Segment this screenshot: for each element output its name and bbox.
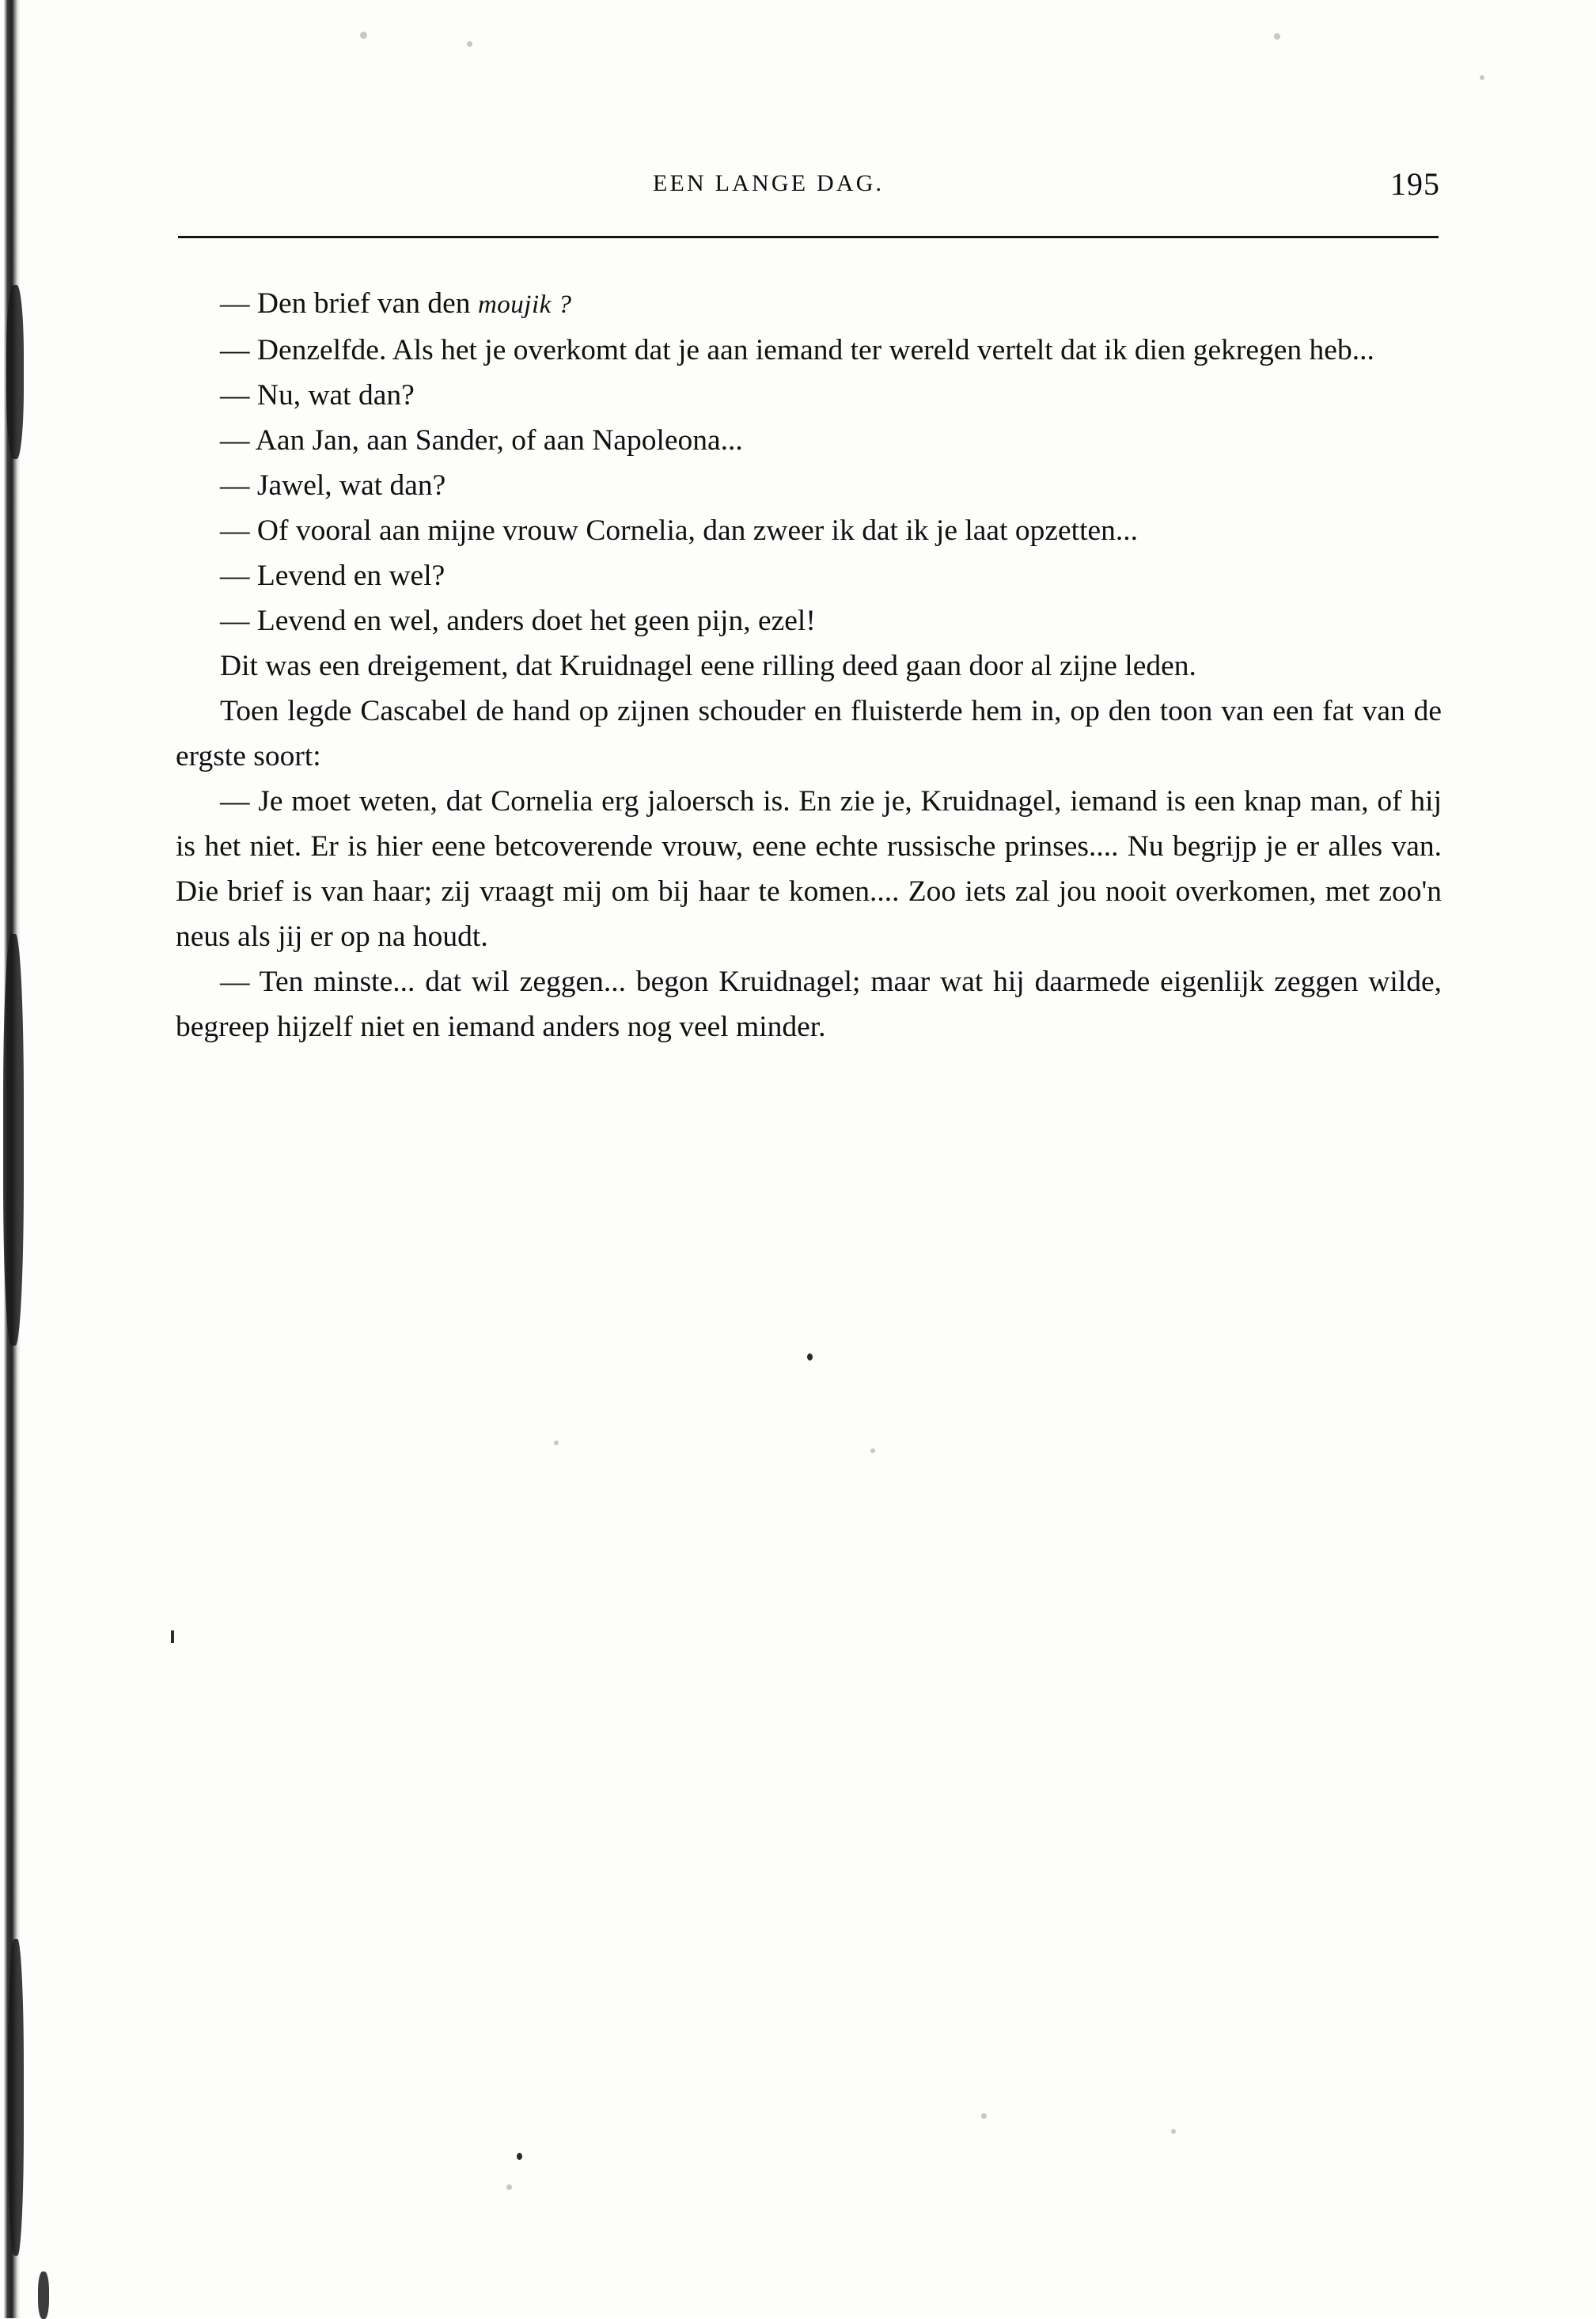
paragraph-dialogue: — Ten minste... dat wil zeggen... begon Kruidnagel; maar wat hij daarmede eigenlijk zeggen wilde, begreep hijzelf niet en iemand anders nog veel minder. xyxy=(176,966,1442,1043)
paragraph-narrative: Toen legde Cascabel de hand op zijnen schouder en fluisterde hem in, op den toon van een fat van de ergste soort: xyxy=(176,695,1442,772)
paragraph-dialogue: — Aan Jan, aan Sander, of aan Napoleona... xyxy=(220,424,743,457)
body-text xyxy=(176,281,1442,1049)
running-head: EEN LANGE DAG. xyxy=(653,170,885,196)
stray-ink-mark xyxy=(171,1630,174,1643)
paragraph-dialogue: — Nu, wat dan? xyxy=(220,379,415,412)
paragraph-dialogue xyxy=(176,281,1442,328)
paragraph-dialogue: — Levend en wel, anders doet het geen pijn, ezel! xyxy=(220,605,816,637)
paragraph-dialogue: — Levend en wel? xyxy=(220,560,445,592)
stray-ink-mark xyxy=(807,1353,813,1361)
page-header xyxy=(178,166,1440,226)
header-rule xyxy=(178,236,1439,238)
italic-word-moujik: moujik ? xyxy=(477,290,572,319)
paragraph-dialogue: — Jawel, wat dan? xyxy=(220,469,446,502)
paragraph-dialogue: — Je moet weten, dat Cornelia erg jaloersch is. En zie je, Kruidnagel, iemand is een knap man, of hij is het niet. Er is hier eene betcoverende vrouw, eene echte russische prinses.... Nu begrijp je er alles van. Die brief is van haar; zij vraagt mij om bij haar te komen.... Zoo iets zal jou nooit overkomen, met zoo'n neus als jij er op na houdt. xyxy=(176,785,1442,953)
stray-ink-mark xyxy=(517,2153,522,2160)
paragraph-text: — Den brief van den xyxy=(220,287,478,320)
paragraph-dialogue: — Denzelfde. Als het je overkomt dat je aan iemand ter wereld vertelt dat ik dien gekregen heb... xyxy=(220,334,1374,366)
page-number: 195 xyxy=(1390,166,1440,202)
paragraph-dialogue: — Of vooral aan mijne vrouw Cornelia, dan zweer ik dat ik je laat opzetten... xyxy=(220,514,1139,547)
paragraph-narrative: Dit was een dreigement, dat Kruidnagel eene rilling deed gaan door al zijne leden. xyxy=(220,650,1196,682)
